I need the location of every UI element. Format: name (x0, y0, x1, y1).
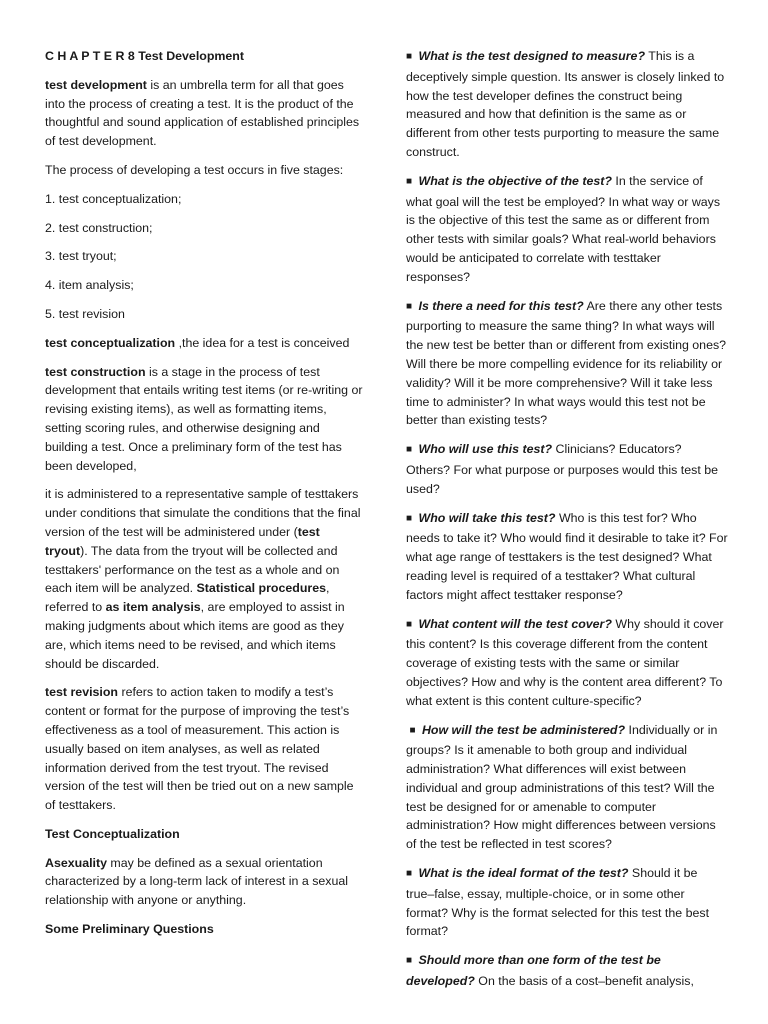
heading-test-conceptualization (45, 825, 365, 844)
paragraph-asexuality (45, 854, 365, 910)
paragraph-test-development (45, 76, 365, 151)
question-item (406, 440, 728, 498)
answer-text: Clinicians? Educators? Others? For what purpose or purposes would this test be used? (406, 442, 718, 496)
term-asexuality: Asexuality (45, 855, 107, 870)
question-text: How will the test be administered? (421, 722, 626, 737)
answer-text: Are there any other tests purporting to measure the same thing? In what ways will the new test be better than or different from existing ones? Will there be more compelling evidence for its reliability or validity? Will it be more comprehensive? Will it take less time to administer? In what ways would this test not be better than existing tests? (406, 298, 727, 428)
paragraph-construction (45, 363, 365, 476)
square-bullet-icon: ■ (406, 51, 413, 62)
answer-text: Why should it cover this content? Is this coverage different from the content coverage of existing tests with the same or similar objectives? How and why is the content area different? To what extent is this content culture-specific? (406, 616, 724, 708)
question-text: What is the ideal format of the test? (418, 866, 629, 881)
paragraph-text: ). The data from the tryout will be collected and testtakers' performance on the test as a whole and on each item will be analyzed. (45, 543, 340, 596)
question-item (406, 721, 728, 855)
chapter-title: Test Development (138, 49, 245, 63)
question-item (406, 509, 728, 605)
square-bullet-icon: ■ (406, 512, 413, 524)
list-item: 4. item analysis; (45, 278, 134, 293)
question-item (406, 172, 728, 287)
answer-text: Who is this test for? Who needs to take it? Who would find it desirable to take it? For what age range of testtakers is the test designed? What reading level is required of a testtaker? What cultural factors might affect testtaker response? (406, 510, 728, 602)
answer-text: Individually or in groups? Is it amenable to both group and individual administration? What differences will exist between individual and group administrations of this test? Will the test be designed for or amenable to computer administration? How might differences between versions of the test be reflected in test scores? (406, 722, 718, 852)
term-item-analysis: as item analysis (105, 600, 201, 615)
question-text: Who will use this test? (418, 442, 553, 457)
list-item: 3. test tryout; (45, 249, 117, 264)
question-text: Who will take this test? (418, 510, 556, 525)
question-item (406, 297, 728, 431)
question-item (406, 951, 728, 991)
question-text: What content will the test cover? (418, 616, 612, 631)
question-text: Is there a need for this test? (418, 298, 584, 313)
answer-text: This is a deceptively simple question. Its answer is closely linked to how the test developer defines the construct being measured and how that definition is the same as or different from other tests purporting to measure the same construct. (406, 49, 725, 159)
term-test-development: test development (45, 77, 147, 92)
paragraph-text: , referred to (45, 581, 330, 615)
paragraph-text: it is administered to a representative sample of testtakers under conditions that simulate the conditions that the final version of the test will be administered under ( (45, 487, 361, 539)
square-bullet-icon: ■ (406, 868, 413, 880)
term-test-conceptualization: test conceptualization (45, 335, 176, 350)
term-statistical-procedures: Statistical procedures (196, 581, 326, 596)
term-test-revision: test revision (45, 685, 118, 700)
answer-text: Should it be true–false, essay, multiple-choice, or in some other format? Why is the format selected for this test the best format? (406, 866, 710, 939)
paragraph-text: , are employed to assist in making judgments about which items are good as they are, which items need to be revised, and which items should be discarded. (45, 600, 345, 671)
question-item (406, 615, 728, 711)
question-item (406, 864, 728, 941)
list-item: 1. test conceptualization; (45, 191, 182, 206)
square-bullet-icon: ■ (406, 175, 413, 187)
right-column (406, 47, 728, 1001)
term-test-tryout: test tryout (45, 524, 320, 558)
question-text: Should more than one form of the test be developed? (406, 953, 661, 989)
term-test-construction: test construction (45, 364, 146, 379)
chapter-label: C H A P T E R 8 (45, 49, 135, 63)
list-item: 5. test revision (45, 306, 125, 321)
paragraph-tryout (45, 485, 365, 673)
heading-text: Some Preliminary Questions (45, 922, 214, 937)
question-text: What is the test designed to measure? (418, 49, 646, 63)
paragraph-text: refers to action taken to modify a test’s content or format for the purpose of improving the test’s effectiveness as a tool of measurement. This action is usually based on item analyses, as well as related information derived from the test tryout. The revised version of the test will then be tried out on a new sample of testtakers. (45, 685, 354, 813)
question-item (406, 47, 728, 162)
chapter-heading (45, 47, 365, 66)
stages-list (45, 190, 365, 324)
square-bullet-icon: ■ (406, 955, 413, 967)
answer-text: On the basis of a cost–benefit analysis, (474, 974, 694, 989)
heading-preliminary-questions (45, 920, 365, 939)
paragraph-conceptualization (45, 334, 365, 353)
square-bullet-icon: ■ (409, 724, 416, 736)
question-text: What is the objective of the test? (418, 173, 612, 188)
left-column (45, 47, 365, 949)
square-bullet-icon: ■ (406, 300, 413, 312)
paragraph-text: may be defined as a sexual orientation characterized by a long-term lack of interest in a sexual relationship with anyone or anything. (45, 855, 349, 908)
list-item: 2. test construction; (45, 220, 153, 235)
paragraph-text: is a stage in the process of test development that entails writing test items (or re-writing or revising existing items), as well as formatting items, setting scoring rules, and otherwise designing and building a test. Once a preliminary form of the test has been developed, (45, 364, 363, 473)
paragraph-five-stages: The process of developing a test occurs in five stages: (45, 162, 344, 177)
square-bullet-icon: ■ (406, 444, 413, 456)
paragraph-revision (45, 683, 365, 815)
paragraph-text: ,the idea for a test is conceived (175, 335, 350, 350)
paragraph-text: is an umbrella term for all that goes into the process of creating a test. It is the product of the thoughtful and sound application of established principles of test development. (45, 77, 360, 149)
answer-text: In the service of what goal will the test be employed? In what way or ways is the objective of this test the same as or different from other tests with similar goals? What real-world behaviors would be anticipated to correlate with testtaker responses? (406, 173, 721, 284)
heading-text: Test Conceptualization (45, 826, 180, 841)
square-bullet-icon: ■ (406, 618, 413, 630)
